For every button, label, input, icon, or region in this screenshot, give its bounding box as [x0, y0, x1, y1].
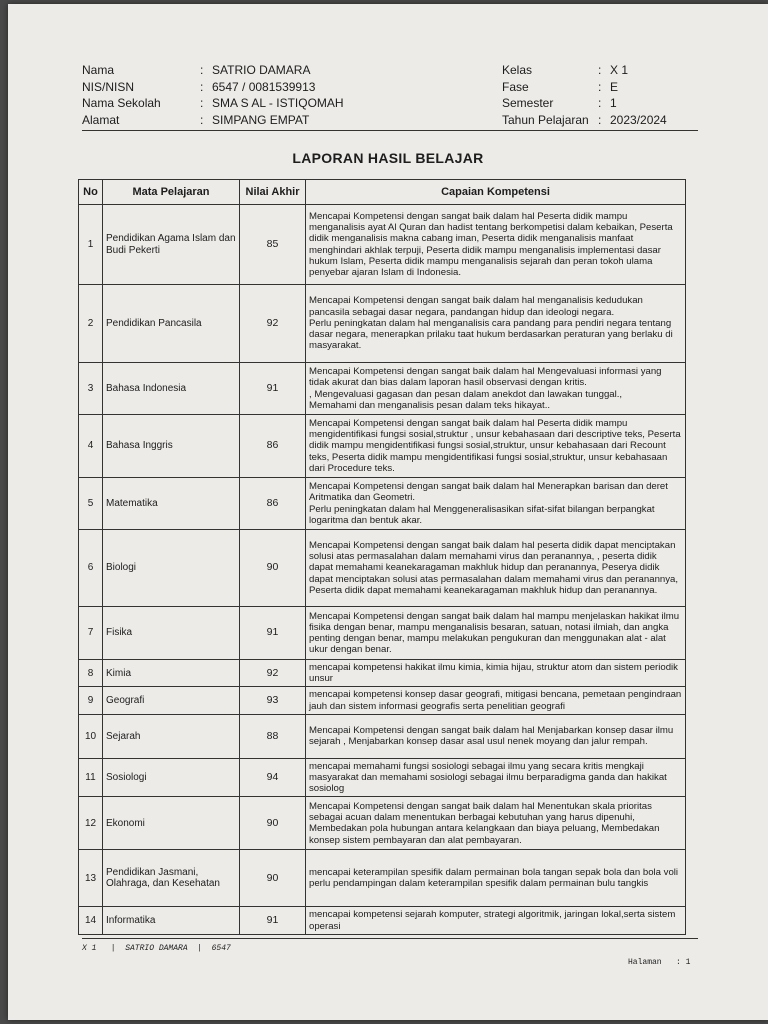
info-label: Nama: [82, 63, 115, 77]
info-value: 6547 / 0081539913: [212, 79, 316, 94]
cell-score: 91: [240, 607, 306, 660]
info-label: Nama Sekolah: [82, 96, 161, 110]
cell-competency: mencapai kompetensi hakikat ilmu kimia, kimia hijau, struktur atom dan sistem periodik unsur: [306, 660, 686, 687]
cell-subject: Matematika: [103, 478, 240, 530]
cell-subject: Pendidikan Jasmani, Olahraga, dan Kesehatan: [103, 850, 240, 907]
info-separator: :: [200, 96, 204, 110]
column-header-capaian: Capaian Kompetensi: [306, 180, 686, 205]
info-separator: :: [598, 63, 602, 77]
info-separator: :: [598, 79, 602, 94]
footer-divider: [82, 938, 698, 939]
table-row: [79, 363, 686, 415]
cell-competency: Mencapai Kompetensi dengan sangat baik dalam hal Menerapkan barisan dan deret Aritmatika dan Geometri. Perlu peningkatan dalam hal Menggeneralisasikan sifat-sifat bilangan berpangkat logaritma dan bentuk akar.: [306, 478, 686, 530]
cell-competency: mencapai kompetensi sejarah komputer, strategi algoritmik, jaringan lokal,serta sistem operasi: [306, 907, 686, 934]
cell-competency: mencapai kompetensi konsep dasar geografi, mitigasi bencana, pemetaan pengindraan jauh dan sistem informasi geografis serta penelitian geografi: [306, 687, 686, 714]
cell-score: 91: [240, 363, 306, 415]
cell-competency: Mencapai Kompetensi dengan sangat baik dalam hal Menjabarkan konsep dasar ilmu sejarah , Menjabarkan konsep dasar asal usul nenek moyang dan jalur rempah.: [306, 714, 686, 758]
info-separator: :: [200, 63, 204, 77]
table-row: [79, 714, 686, 758]
cell-no: 9: [79, 687, 103, 714]
table-row: [79, 850, 686, 907]
cell-competency: Mencapai Kompetensi dengan sangat baik dalam hal mampu menjelaskan hakikat ilmu fisika dengan benar, mampu menganalisis besaran, satuan, notasi ilmiah, dan angka penting dengan benar, mampu melakukan pengukuran dan menggunakan alat - alat ukur dengan benar.: [306, 607, 686, 660]
page-number: [628, 958, 690, 967]
info-value: 2023/2024: [610, 112, 667, 127]
cell-no: 6: [79, 530, 103, 607]
cell-competency: mencapai memahami fungsi sosiologi sebagai ilmu yang secara kritis mengkaji masyarakat dan memahami sosiologi sebagai ilmu berparadigma ganda dan hakikat sosiolog: [306, 758, 686, 797]
info-separator: :: [598, 112, 602, 127]
column-header-mapel: Mata Pelajaran: [103, 180, 240, 205]
info-value: 1: [610, 96, 617, 110]
cell-competency: Mencapai Kompetensi dengan sangat baik dalam hal Peserta didik mampu mengidentifikasi fungsi sosial,struktur , unsur kebahasaan dari descriptive teks, Peserta didik mampu mengidentifikasi fungsi sosial,struktur, unsur kebahasaan dari Recount teks, Peserta didik mampu mengidentifikasi fungsi sosial,struktur, unsur kebahasaan dari Procedure teks.: [306, 415, 686, 478]
info-row-nis: [82, 79, 344, 96]
table-row: [79, 607, 686, 660]
header-divider: [82, 130, 698, 131]
cell-competency: Mencapai Kompetensi dengan sangat baik dalam hal menganalisis kedudukan pancasila sebagai dasar negara, pandangan hidup dan ideologi negara. Perlu peningkatan dalam hal menganalisis cara pandang para pendiri negara tentang dasar negara, menerapkan prilaku taat hukum berdasarkan peraturan yang berlaku di masyarakat.: [306, 285, 686, 363]
cell-subject: Geografi: [103, 687, 240, 714]
page-label: Halaman: [628, 958, 662, 967]
cell-subject: Informatika: [103, 907, 240, 934]
footer-student-info: X 1 | SATRIO DAMARA | 6547: [82, 944, 231, 953]
page-separator: :: [676, 958, 681, 967]
cell-competency: Mencapai Kompetensi dengan sangat baik dalam hal peserta didik dapat menciptakan solusi atas permasalahan dalam memahami virus dan peranannya, , peserta didik dapat memahami keanekaragaman makhluk hidup dan peranannya, Peserya didik dapat menciptakan solusi atas permasalahan dalam memahami virus dan peranannya, Peserta didik dapat memahami keanekaragaman makhluk hidup dan peranannya.: [306, 530, 686, 607]
table-row: [79, 415, 686, 478]
info-separator: :: [200, 79, 204, 94]
cell-score: 92: [240, 660, 306, 687]
cell-competency: mencapai keterampilan spesifik dalam permainan bola tangan sepak bola dan bola voli perlu pendampingan dalam keterampilan spesifik dalam permainan bulu tangkis: [306, 850, 686, 907]
cell-no: 1: [79, 205, 103, 285]
cell-no: 12: [79, 797, 103, 850]
grades-table: [78, 179, 686, 935]
cell-subject: Fisika: [103, 607, 240, 660]
info-row-nama: [82, 62, 344, 79]
cell-no: 8: [79, 660, 103, 687]
info-value: SMA S AL - ISTIQOMAH: [212, 96, 344, 110]
cell-subject: Sosiologi: [103, 758, 240, 797]
cell-subject: Biologi: [103, 530, 240, 607]
table-header-row: [79, 180, 686, 205]
cell-subject: Bahasa Indonesia: [103, 363, 240, 415]
cell-score: 92: [240, 285, 306, 363]
info-value: X 1: [610, 63, 629, 77]
cell-subject: Ekonomi: [103, 797, 240, 850]
info-label: Semester: [502, 96, 554, 110]
cell-score: 91: [240, 907, 306, 934]
table-row: [79, 758, 686, 797]
info-label: Tahun Pelajaran: [502, 112, 589, 127]
cell-score: 88: [240, 714, 306, 758]
info-separator: :: [200, 112, 204, 127]
table-row: [79, 797, 686, 850]
cell-score: 90: [240, 530, 306, 607]
table-row: [79, 205, 686, 285]
cell-no: 2: [79, 285, 103, 363]
info-row-sekolah: [82, 95, 344, 112]
cell-no: 3: [79, 363, 103, 415]
cell-no: 11: [79, 758, 103, 797]
cell-no: 7: [79, 607, 103, 660]
cell-score: 86: [240, 478, 306, 530]
table-row: [79, 687, 686, 714]
info-value: SATRIO DAMARA: [212, 63, 311, 77]
info-row-alamat: [82, 112, 344, 129]
cell-subject: Bahasa Inggris: [103, 415, 240, 478]
student-info: [82, 62, 344, 128]
cell-subject: Sejarah: [103, 714, 240, 758]
info-row-tahun: [502, 112, 667, 129]
table-row: [79, 660, 686, 687]
cell-score: 94: [240, 758, 306, 797]
cell-competency: Mencapai Kompetensi dengan sangat baik dalam hal Peserta didik mampu menganalisis ayat Al Quran dan hadist tentang berkompetisi dalam kebaikan, Peserta didik menganalisis makna cabang iman, Peserta didik menganalisis manfaat menghindari akhlak terpuji, Peserta didik mampu menganalisis implementasi dasar hukum Islam, Peserta didik mampu menganalisis sejarah dan peran tokoh ulama penyebar ajaran Islam di Indonesia.: [306, 205, 686, 285]
page-number-value: 1: [685, 958, 691, 967]
info-value: SIMPANG EMPAT: [212, 112, 310, 127]
column-header-nilai: Nilai Akhir: [240, 180, 306, 205]
table-row: [79, 285, 686, 363]
cell-subject: Pendidikan Agama Islam dan Budi Pekerti: [103, 205, 240, 285]
info-row-fase: [502, 79, 667, 96]
cell-subject: Pendidikan Pancasila: [103, 285, 240, 363]
column-header-no: No: [79, 180, 103, 205]
cell-score: 86: [240, 415, 306, 478]
cell-competency: Mencapai Kompetensi dengan sangat baik dalam hal Menentukan skala prioritas sebagai acuan dalam menentukan berbagai kebutuhan yang harus dipenuhi, Membedakan pola hubungan antara kelangkaan dan biaya peluang, Membedakan konsep sistem pembayaran dan alat pembayaran.: [306, 797, 686, 850]
info-label: Alamat: [82, 112, 120, 127]
cell-competency: Mencapai Kompetensi dengan sangat baik dalam hal Mengevaluasi informasi yang tidak akurat dan bias dalam laporan hasil observasi dengan kritis. , Mengevaluasi gagasan dan pesan dalam anekdot dan lawakan tunggal., Memahami dan menganalisis pesan dalam teks hikayat..: [306, 363, 686, 415]
cell-subject: Kimia: [103, 660, 240, 687]
cell-score: 93: [240, 687, 306, 714]
table-row: [79, 478, 686, 530]
table-row: [79, 907, 686, 934]
table-row: [79, 530, 686, 607]
cell-no: 10: [79, 714, 103, 758]
info-row-semester: [502, 95, 667, 112]
info-label: Kelas: [502, 63, 533, 77]
cell-score: 85: [240, 205, 306, 285]
info-separator: :: [598, 96, 602, 110]
info-value: E: [610, 79, 619, 94]
cell-no: 5: [79, 478, 103, 530]
cell-score: 90: [240, 850, 306, 907]
info-label: Fase: [502, 79, 529, 94]
info-label: NIS/NISN: [82, 79, 135, 94]
cell-no: 4: [79, 415, 103, 478]
cell-score: 90: [240, 797, 306, 850]
cell-no: 14: [79, 907, 103, 934]
cell-no: 13: [79, 850, 103, 907]
class-info: [502, 62, 667, 128]
page-title: LAPORAN HASIL BELAJAR: [292, 150, 484, 166]
report-page: [8, 4, 768, 1020]
info-row-kelas: [502, 62, 667, 79]
